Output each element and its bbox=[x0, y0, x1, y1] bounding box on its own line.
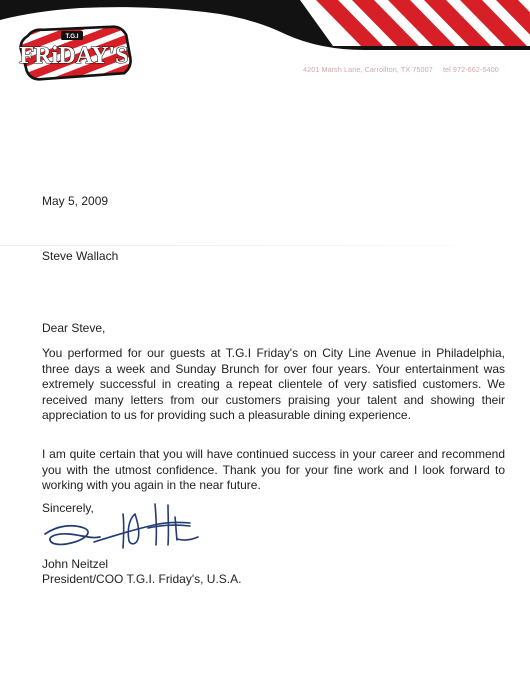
signer-title: President/COO T.G.I. Friday's, U.S.A. bbox=[42, 572, 242, 586]
company-phone: tel 972-662-5400 bbox=[442, 65, 499, 74]
letterhead-graphic bbox=[0, 0, 530, 100]
handwritten-signature bbox=[32, 497, 212, 559]
logo-small-text: T.G.I bbox=[65, 33, 79, 41]
letter-paragraph: I am quite certain that you will have continued success in your career and recommend you with the utmost confidence. Thank you for your fine work and I look forward to working with you again in the near future. bbox=[42, 447, 505, 493]
faint-rule-line bbox=[0, 245, 530, 246]
letter-paragraph: You performed for our guests at T.G.I Friday's on City Line Avenue in Philadelphia, three days a week and Sunday Brunch for over four years. Your entertainment was extremely successful in creating a repeat clientele of very satisfied customers. We received many letters from our customers praising your talent and showing their appreciation to us for providing such a pleasurable dining experience. bbox=[42, 346, 505, 423]
letter-closing: Sincerely, bbox=[42, 501, 94, 515]
letter-date: May 5, 2009 bbox=[42, 194, 109, 208]
company-address bbox=[303, 65, 523, 74]
fridays-logo bbox=[0, 0, 193, 100]
letterhead bbox=[0, 0, 530, 100]
header-stripes bbox=[300, 0, 530, 46]
letter-recipient: Steve Wallach bbox=[42, 249, 119, 263]
letter-salutation: Dear Steve, bbox=[42, 321, 106, 335]
signer-name: John Neitzel bbox=[42, 557, 109, 571]
company-street-address: 4201 Marsh Lane, Carrollton, TX 75007 bbox=[303, 65, 433, 74]
logo-main-text: FRiDAY'S bbox=[19, 43, 129, 69]
